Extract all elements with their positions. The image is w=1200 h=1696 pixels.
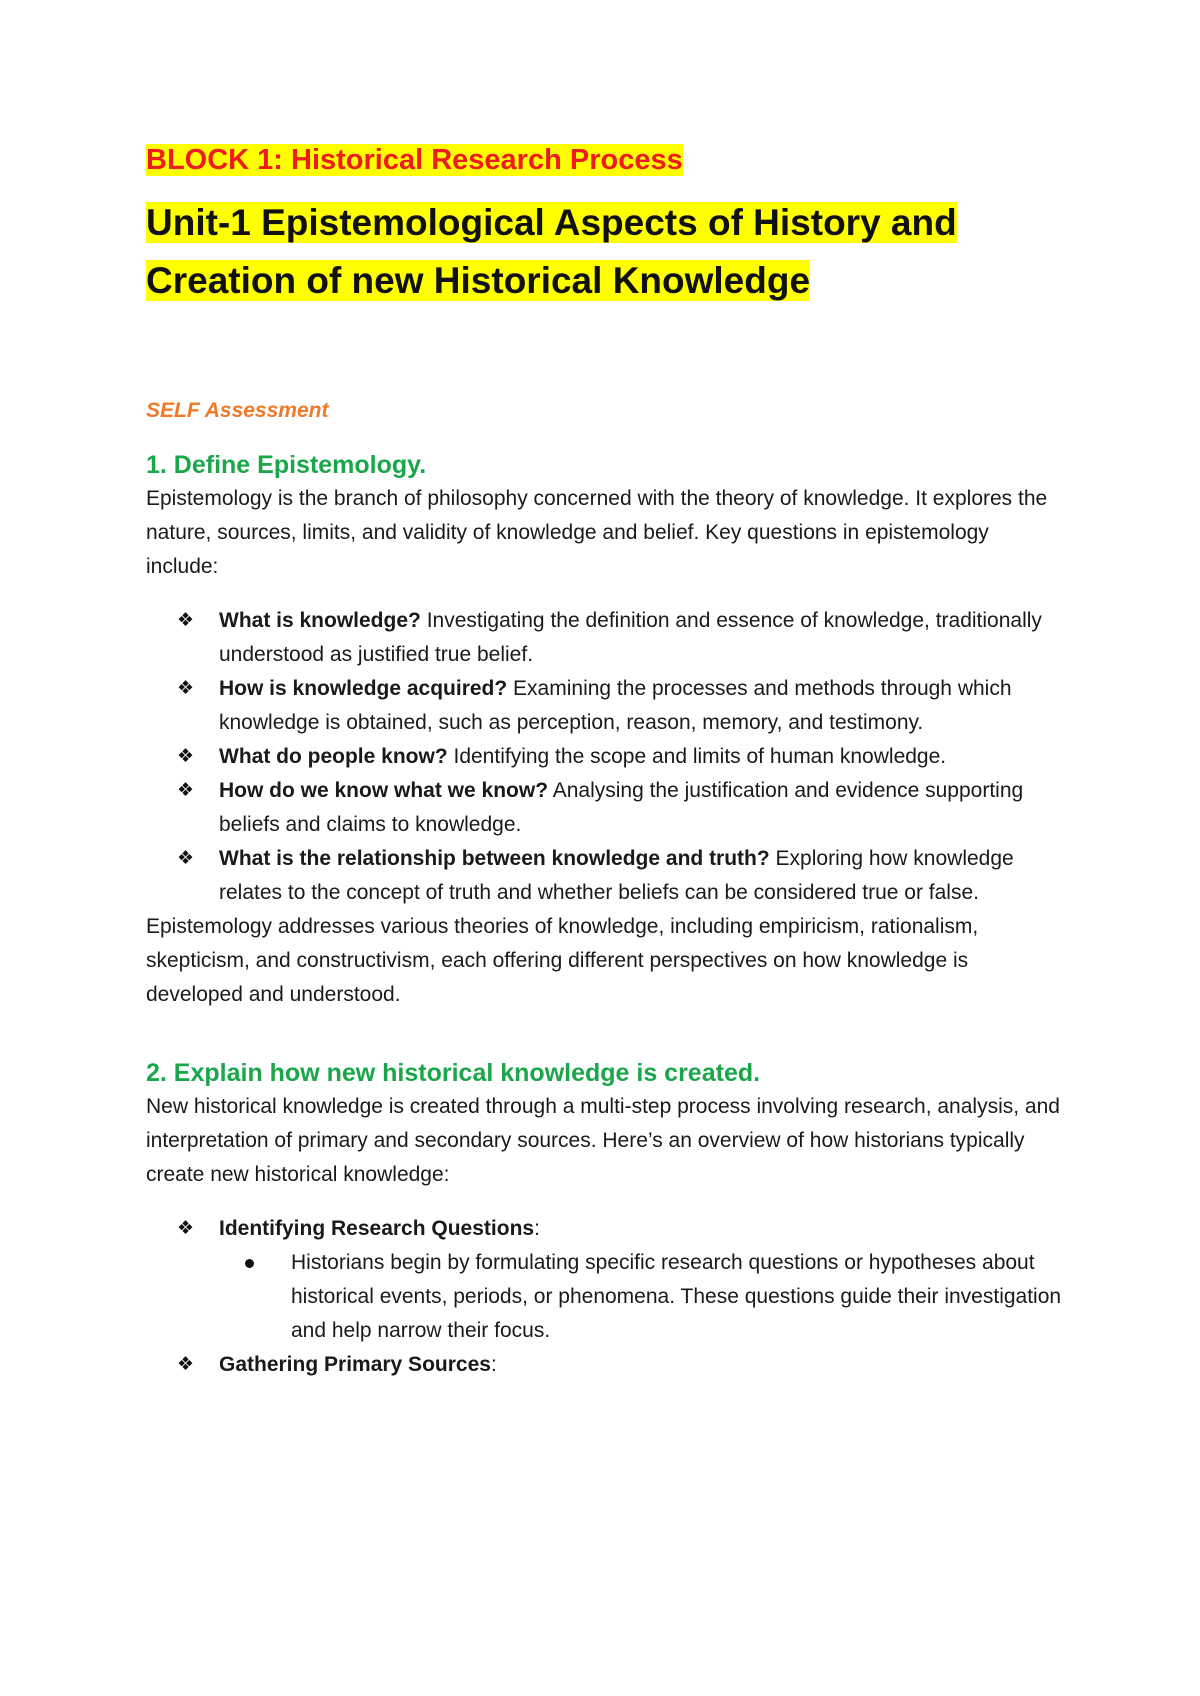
question-2-heading: 2. Explain how new historical knowledge is created. bbox=[146, 1059, 761, 1087]
step-suffix: : bbox=[490, 1353, 497, 1376]
unit-title-line1: Unit-1 Epistemological Aspects of History and bbox=[146, 202, 957, 243]
bullet-term: How do we know what we know? bbox=[219, 779, 549, 802]
step-suffix: : bbox=[534, 1217, 540, 1240]
sub-bullet-list bbox=[219, 1246, 1066, 1348]
diamond-bullet-icon: ❖ bbox=[177, 780, 195, 801]
list-item bbox=[177, 842, 1066, 910]
question-2-step-list bbox=[146, 1212, 1066, 1382]
bullet-text: Examining the processes and methods through which knowledge is obtained, such as perception, reason, memory, and testimony. bbox=[219, 677, 1012, 734]
bullet-text: Investigating the definition and essence of knowledge, traditionally understood as justified true belief. bbox=[219, 609, 1042, 666]
bullet-term: What do people know? bbox=[219, 745, 448, 768]
bullet-term: What is knowledge? bbox=[219, 609, 421, 632]
question-1-heading: 1. Define Epistemology. bbox=[146, 451, 427, 479]
step-title: Gathering Primary Sources bbox=[219, 1353, 491, 1376]
question-1-bullet-list bbox=[146, 604, 1066, 910]
list-item bbox=[291, 1246, 1066, 1348]
document-page bbox=[146, 140, 1066, 1382]
list-item bbox=[177, 672, 1066, 740]
bullet-term: How is knowledge acquired? bbox=[219, 677, 508, 700]
list-item bbox=[177, 1348, 1066, 1382]
bullet-term: What is the relationship between knowledge and truth? bbox=[219, 847, 770, 870]
diamond-bullet-icon: ❖ bbox=[177, 1354, 195, 1375]
diamond-bullet-icon: ❖ bbox=[177, 848, 195, 869]
question-1-intro: Epistemology is the branch of philosophy concerned with the theory of knowledge. It explores the nature, sources, limits, and validity of knowledge and belief. Key questions in epistemology include: bbox=[146, 487, 1048, 578]
block-title bbox=[146, 140, 1066, 180]
diamond-bullet-icon: ❖ bbox=[177, 610, 195, 631]
question-1-conclusion: Epistemology addresses various theories of knowledge, including empiricism, rationalism, skepticism, and constructivism, each offering different perspectives on how knowledge is developed and understood. bbox=[146, 915, 979, 1006]
diamond-bullet-icon: ❖ bbox=[177, 746, 195, 767]
unit-title bbox=[146, 194, 1066, 310]
bullet-text: Exploring how knowledge relates to the concept of truth and whether beliefs can be considered true or false. bbox=[219, 847, 1014, 904]
question-2-intro: New historical knowledge is created through a multi-step process involving research, analysis, and interpretation of primary and secondary sources. Here’s an overview of how historians typically create new historical knowledge: bbox=[146, 1095, 1060, 1186]
filled-circle-bullet-icon bbox=[245, 1259, 254, 1268]
bullet-text: Analysing the justification and evidence supporting beliefs and claims to knowledge. bbox=[219, 779, 1024, 836]
list-item bbox=[177, 774, 1066, 842]
diamond-bullet-icon: ❖ bbox=[177, 678, 195, 699]
self-assessment-label: SELF Assessment bbox=[146, 399, 329, 422]
list-item bbox=[177, 1212, 1066, 1348]
bullet-text: Identifying the scope and limits of human knowledge. bbox=[447, 745, 947, 768]
list-item bbox=[177, 740, 1066, 774]
diamond-bullet-icon: ❖ bbox=[177, 1218, 195, 1239]
list-item bbox=[177, 604, 1066, 672]
unit-title-line2: Creation of new Historical Knowledge bbox=[146, 260, 811, 301]
sub-bullet-text: Historians begin by formulating specific research questions or hypotheses about historical events, periods, or phenomena. These questions guide their investigation and help narrow their focus. bbox=[291, 1251, 1062, 1342]
step-title: Identifying Research Questions bbox=[219, 1217, 535, 1240]
block-title-text: BLOCK 1: Historical Research Process bbox=[146, 144, 683, 176]
